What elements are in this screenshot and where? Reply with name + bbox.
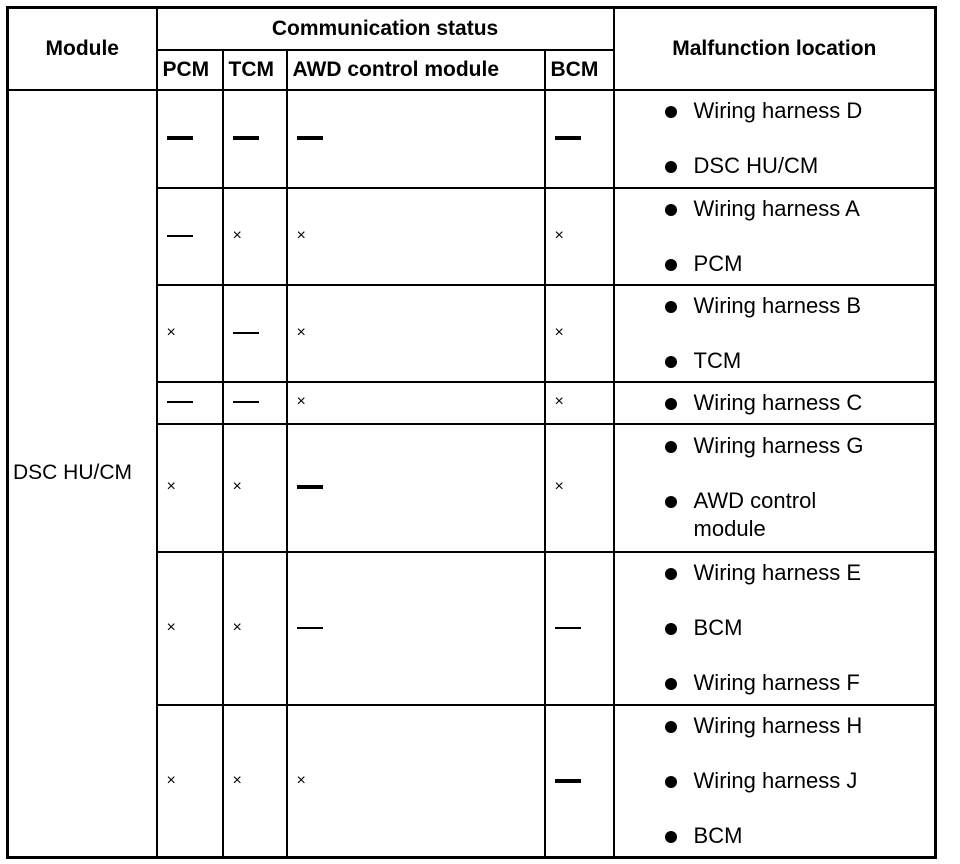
status-cell-bcm <box>545 552 614 705</box>
malfunction-cell <box>614 552 936 705</box>
list-item <box>615 97 935 125</box>
x-mark-icon: × <box>296 226 306 244</box>
list-item <box>615 712 935 740</box>
x-mark-icon: × <box>554 393 564 411</box>
malfunction-cell <box>614 285 936 382</box>
malfunction-location-text: Wiring harness B <box>693 292 862 318</box>
status-cell-awd <box>287 705 545 858</box>
malfunction-list <box>615 559 935 697</box>
x-mark-icon: × <box>232 226 242 244</box>
list-item <box>615 432 935 460</box>
bullet-icon <box>665 678 677 690</box>
malfunction-list <box>615 97 935 180</box>
status-cell-tcm <box>223 424 287 552</box>
bullet-icon <box>665 161 677 173</box>
malfunction-location-text: DSC HU/CM <box>693 153 819 178</box>
status-cell-bcm <box>545 424 614 552</box>
thin-dash-icon <box>167 401 193 403</box>
malfunction-location-text: Wiring harness J <box>693 767 858 793</box>
malfunction-list <box>615 432 935 543</box>
malfunction-location-text: Wiring harness A <box>693 195 860 221</box>
status-cell-awd <box>287 285 545 382</box>
status-cell-awd <box>287 90 545 188</box>
thin-dash-icon <box>555 627 581 629</box>
bullet-icon <box>665 623 677 635</box>
status-cell-pcm <box>157 188 223 285</box>
status-cell-awd <box>287 382 545 424</box>
thick-dash-icon <box>233 136 259 140</box>
status-cell-bcm <box>545 705 614 858</box>
status-cell-bcm <box>545 285 614 382</box>
list-item <box>615 292 935 320</box>
thick-dash-icon <box>297 136 323 140</box>
x-mark-icon: × <box>554 226 564 244</box>
table-body <box>8 90 936 858</box>
header-pcm: PCM <box>157 50 223 90</box>
list-item <box>615 487 935 543</box>
header-awd: AWD control module <box>287 50 545 90</box>
status-cell-pcm <box>157 705 223 858</box>
list-item <box>615 614 935 642</box>
malfunction-cell <box>614 705 936 858</box>
malfunction-location-text: Wiring harness C <box>693 389 863 415</box>
bullet-icon <box>665 301 677 313</box>
status-cell-pcm <box>157 285 223 382</box>
malfunction-location-text: PCM <box>693 250 743 276</box>
x-mark-icon: × <box>296 771 306 789</box>
status-cell-awd <box>287 552 545 705</box>
status-cell-awd <box>287 424 545 552</box>
status-cell-pcm <box>157 382 223 424</box>
thin-dash-icon <box>233 401 259 403</box>
status-cell-tcm <box>223 382 287 424</box>
bullet-icon <box>665 259 677 271</box>
bullet-icon <box>665 496 677 508</box>
list-item <box>615 822 935 850</box>
list-item <box>615 347 935 375</box>
thin-dash-icon <box>297 627 323 629</box>
malfunction-location-text: Wiring harness H <box>693 712 863 738</box>
malfunction-cell <box>614 188 936 285</box>
status-cell-bcm <box>545 188 614 285</box>
malfunction-list <box>615 292 935 375</box>
status-cell-bcm <box>545 90 614 188</box>
status-cell-tcm <box>223 705 287 858</box>
bullet-icon <box>665 568 677 580</box>
module-cell: DSC HU/CM <box>8 90 157 858</box>
x-mark-icon: × <box>554 478 564 496</box>
x-mark-icon: × <box>232 478 242 496</box>
malfunction-location-text: BCM <box>693 822 743 848</box>
x-mark-icon: × <box>554 323 564 341</box>
list-item <box>615 767 935 795</box>
thick-dash-icon <box>555 779 581 783</box>
malfunction-location-text: AWD control module <box>693 488 817 541</box>
malfunction-location-text: Wiring harness G <box>693 433 864 458</box>
header-module: Module <box>8 8 157 90</box>
malfunction-location-text: Wiring harness F <box>693 670 860 695</box>
bullet-icon <box>665 204 677 216</box>
malfunction-list <box>615 195 935 278</box>
x-mark-icon: × <box>166 771 176 789</box>
status-cell-pcm <box>157 90 223 188</box>
status-cell-tcm <box>223 90 287 188</box>
bullet-icon <box>665 398 677 410</box>
x-mark-icon: × <box>232 771 242 789</box>
bullet-icon <box>665 356 677 368</box>
list-item <box>615 152 935 180</box>
thick-dash-icon <box>555 136 581 140</box>
diagnostic-table <box>6 6 937 859</box>
malfunction-list <box>615 712 935 850</box>
bullet-icon <box>665 831 677 843</box>
malfunction-location-text: TCM <box>693 347 742 373</box>
status-cell-tcm <box>223 552 287 705</box>
table-row <box>8 90 936 188</box>
malfunction-list <box>615 389 935 417</box>
x-mark-icon: × <box>166 478 176 496</box>
list-item <box>615 669 935 697</box>
thick-dash-icon <box>167 136 193 140</box>
bullet-icon <box>665 721 677 733</box>
thin-dash-icon <box>167 235 193 237</box>
list-item <box>615 559 935 587</box>
malfunction-location-text: Wiring harness D <box>693 98 863 123</box>
status-cell-pcm <box>157 552 223 705</box>
x-mark-icon: × <box>166 618 176 636</box>
header-tcm: TCM <box>223 50 287 90</box>
list-item <box>615 195 935 223</box>
status-cell-bcm <box>545 382 614 424</box>
header-bcm: BCM <box>545 50 614 90</box>
x-mark-icon: × <box>296 393 306 411</box>
malfunction-location-text: BCM <box>693 615 743 640</box>
status-cell-awd <box>287 188 545 285</box>
malfunction-cell <box>614 424 936 552</box>
list-item <box>615 389 935 417</box>
thin-dash-icon <box>233 332 259 334</box>
header-malfunction-location: Malfunction location <box>614 8 936 90</box>
status-cell-tcm <box>223 285 287 382</box>
x-mark-icon: × <box>296 323 306 341</box>
list-item <box>615 250 935 278</box>
x-mark-icon: × <box>232 618 242 636</box>
header-communication-status: Communication status <box>157 8 614 50</box>
x-mark-icon: × <box>166 323 176 341</box>
thick-dash-icon <box>297 485 323 489</box>
bullet-icon <box>665 776 677 788</box>
bullet-icon <box>665 106 677 118</box>
status-cell-pcm <box>157 424 223 552</box>
malfunction-cell <box>614 90 936 188</box>
status-cell-tcm <box>223 188 287 285</box>
bullet-icon <box>665 441 677 453</box>
malfunction-cell <box>614 382 936 424</box>
malfunction-location-text: Wiring harness E <box>693 560 862 585</box>
